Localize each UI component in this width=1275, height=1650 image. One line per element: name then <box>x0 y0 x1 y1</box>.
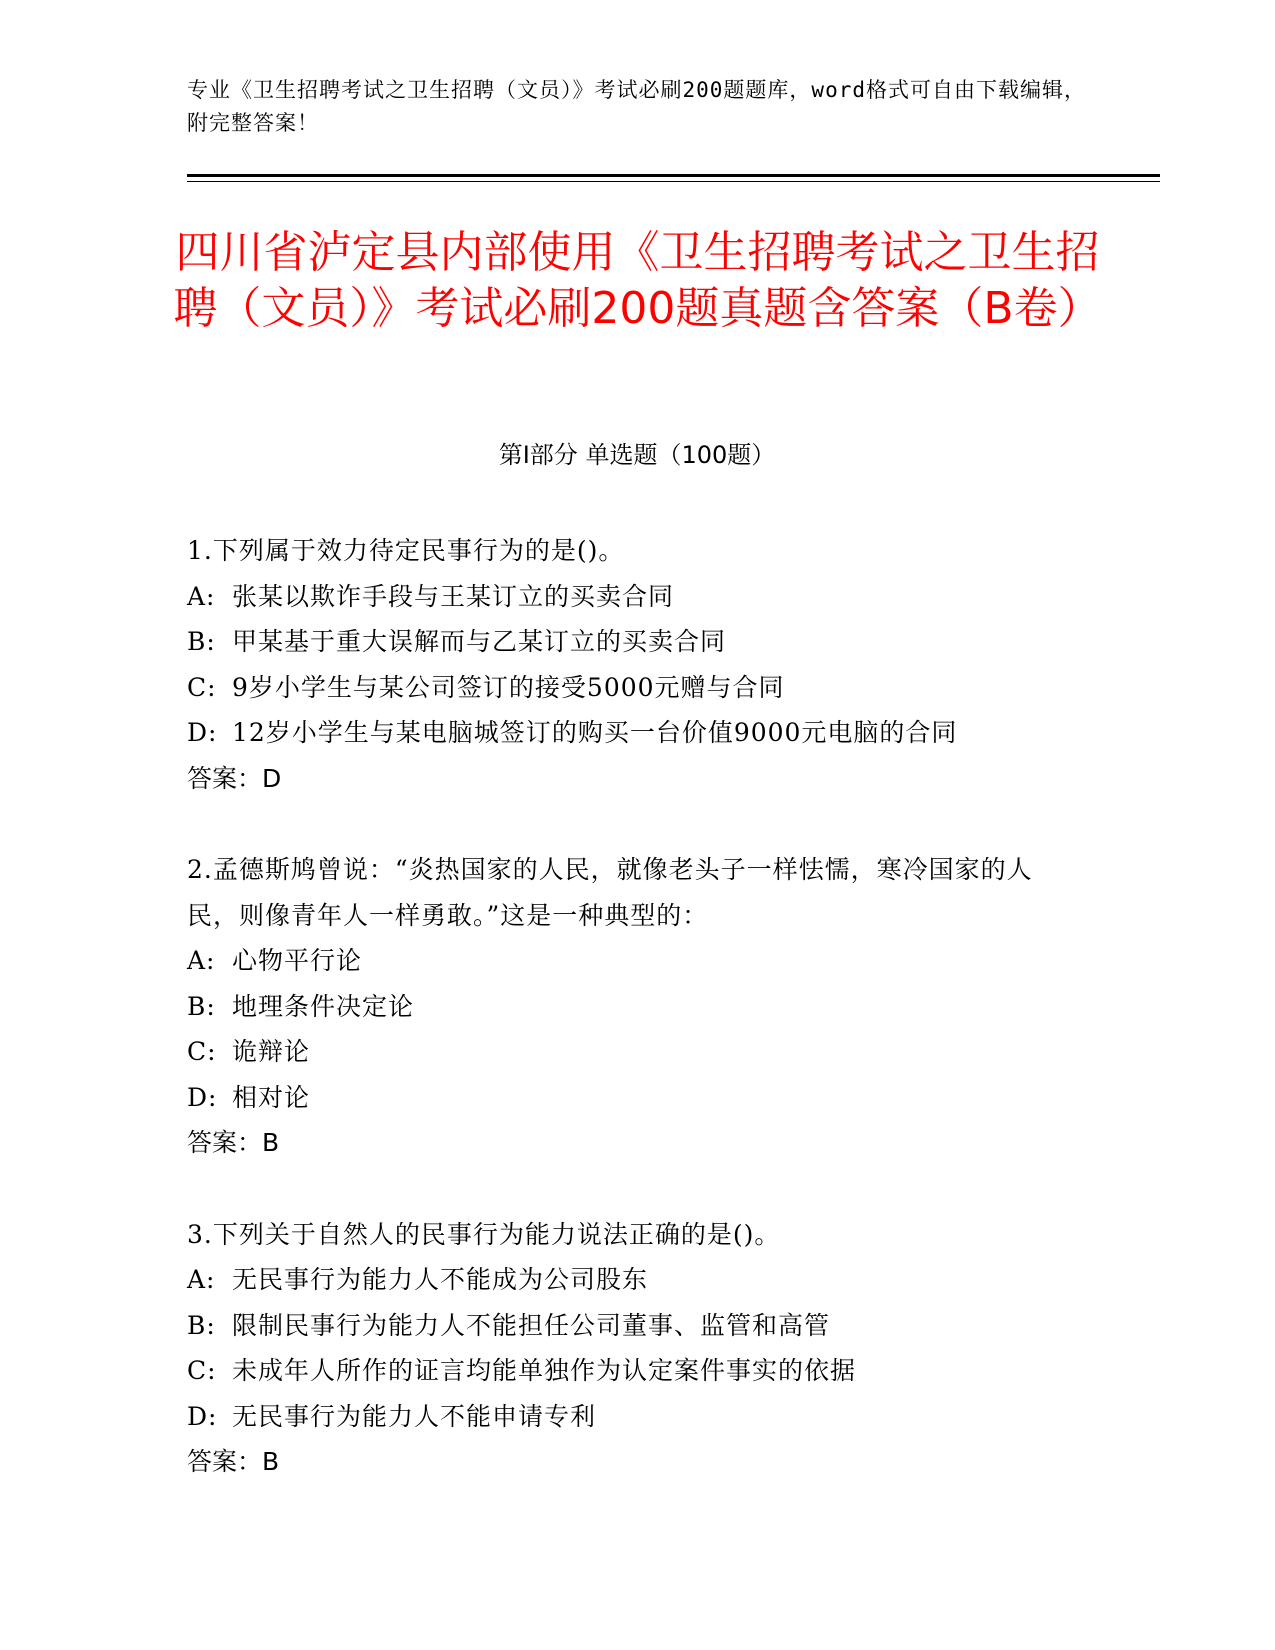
option-text: 相对论 <box>232 1082 311 1112</box>
header-divider-thick <box>187 174 1160 177</box>
question-1 <box>187 528 1077 801</box>
option-key: B: <box>187 991 216 1021</box>
option-d <box>187 710 1077 756</box>
option-a <box>187 574 1077 620</box>
question-3 <box>187 1212 1077 1485</box>
option-a <box>187 1257 1077 1303</box>
option-key: C: <box>187 1037 217 1066</box>
section-title: 第Ⅰ部分 单选题（100题） <box>498 441 776 469</box>
option-key: A: <box>187 1265 216 1294</box>
header-note: 专业《卫生招聘考试之卫生招聘（文员）》考试必刷200题题库，word格式可自由下载编辑，附完整答案！ <box>187 78 1086 135</box>
option-text: 心物平行论 <box>232 946 363 975</box>
option-text: 无民事行为能力人不能成为公司股东 <box>232 1265 649 1294</box>
answer-line: 答案：B <box>187 1447 280 1476</box>
header-divider-thin <box>187 181 1160 182</box>
option-key: B: <box>187 1310 216 1340</box>
option-c <box>187 1348 1077 1394</box>
question-list <box>187 528 1077 1531</box>
option-text: 地理条件决定论 <box>232 991 415 1021</box>
option-key: A: <box>187 946 216 975</box>
question-stem: 3.下列关于自然人的民事行为能力说法正确的是()。 <box>187 1219 781 1249</box>
option-d <box>187 1075 1077 1121</box>
option-b <box>187 619 1077 665</box>
option-c <box>187 1029 1077 1075</box>
option-text: 12岁小学生与某电脑城签订的购买一台价值9000元电脑的合同 <box>232 718 958 747</box>
option-text: 限制民事行为能力人不能担任公司董事、监管和高管 <box>232 1310 831 1340</box>
option-key: B: <box>187 627 216 656</box>
answer-line: 答案：D <box>187 763 282 793</box>
option-key: A: <box>187 581 216 611</box>
option-a <box>187 938 1077 984</box>
option-text: 甲某基于重大误解而与乙某订立的买卖合同 <box>232 627 727 656</box>
option-c <box>187 665 1077 711</box>
option-text: 诡辩论 <box>232 1037 311 1066</box>
option-key: D: <box>187 1401 218 1431</box>
option-key: D: <box>187 1082 218 1112</box>
option-key: C: <box>187 672 217 702</box>
option-key: C: <box>187 1356 217 1385</box>
option-text: 张某以欺诈手段与王某订立的买卖合同 <box>232 581 675 611</box>
option-key: D: <box>187 718 218 747</box>
option-b <box>187 984 1077 1030</box>
document-title: 四川省泸定县内部使用《卫生招聘考试之卫生招聘（文员）》考试必刷200题真题含答案（B卷） <box>173 227 1102 334</box>
option-text: 无民事行为能力人不能申请专利 <box>232 1401 597 1431</box>
option-d <box>187 1394 1077 1440</box>
question-stem: 1.下列属于效力待定民事行为的是()。 <box>187 536 625 565</box>
option-text: 9岁小学生与某公司签订的接受5000元赠与合同 <box>232 672 785 702</box>
option-b <box>187 1303 1077 1349</box>
answer-line: 答案：B <box>187 1128 280 1157</box>
question-stem: 2.孟德斯鸠曾说：“炎热国家的人民，就像老头子一样怯懦，寒冷国家的人民，则像青年人一样勇敢。”这是一种典型的： <box>187 855 1033 930</box>
option-text: 未成年人所作的证言均能单独作为认定案件事实的依据 <box>232 1356 857 1385</box>
question-2 <box>187 847 1077 1166</box>
